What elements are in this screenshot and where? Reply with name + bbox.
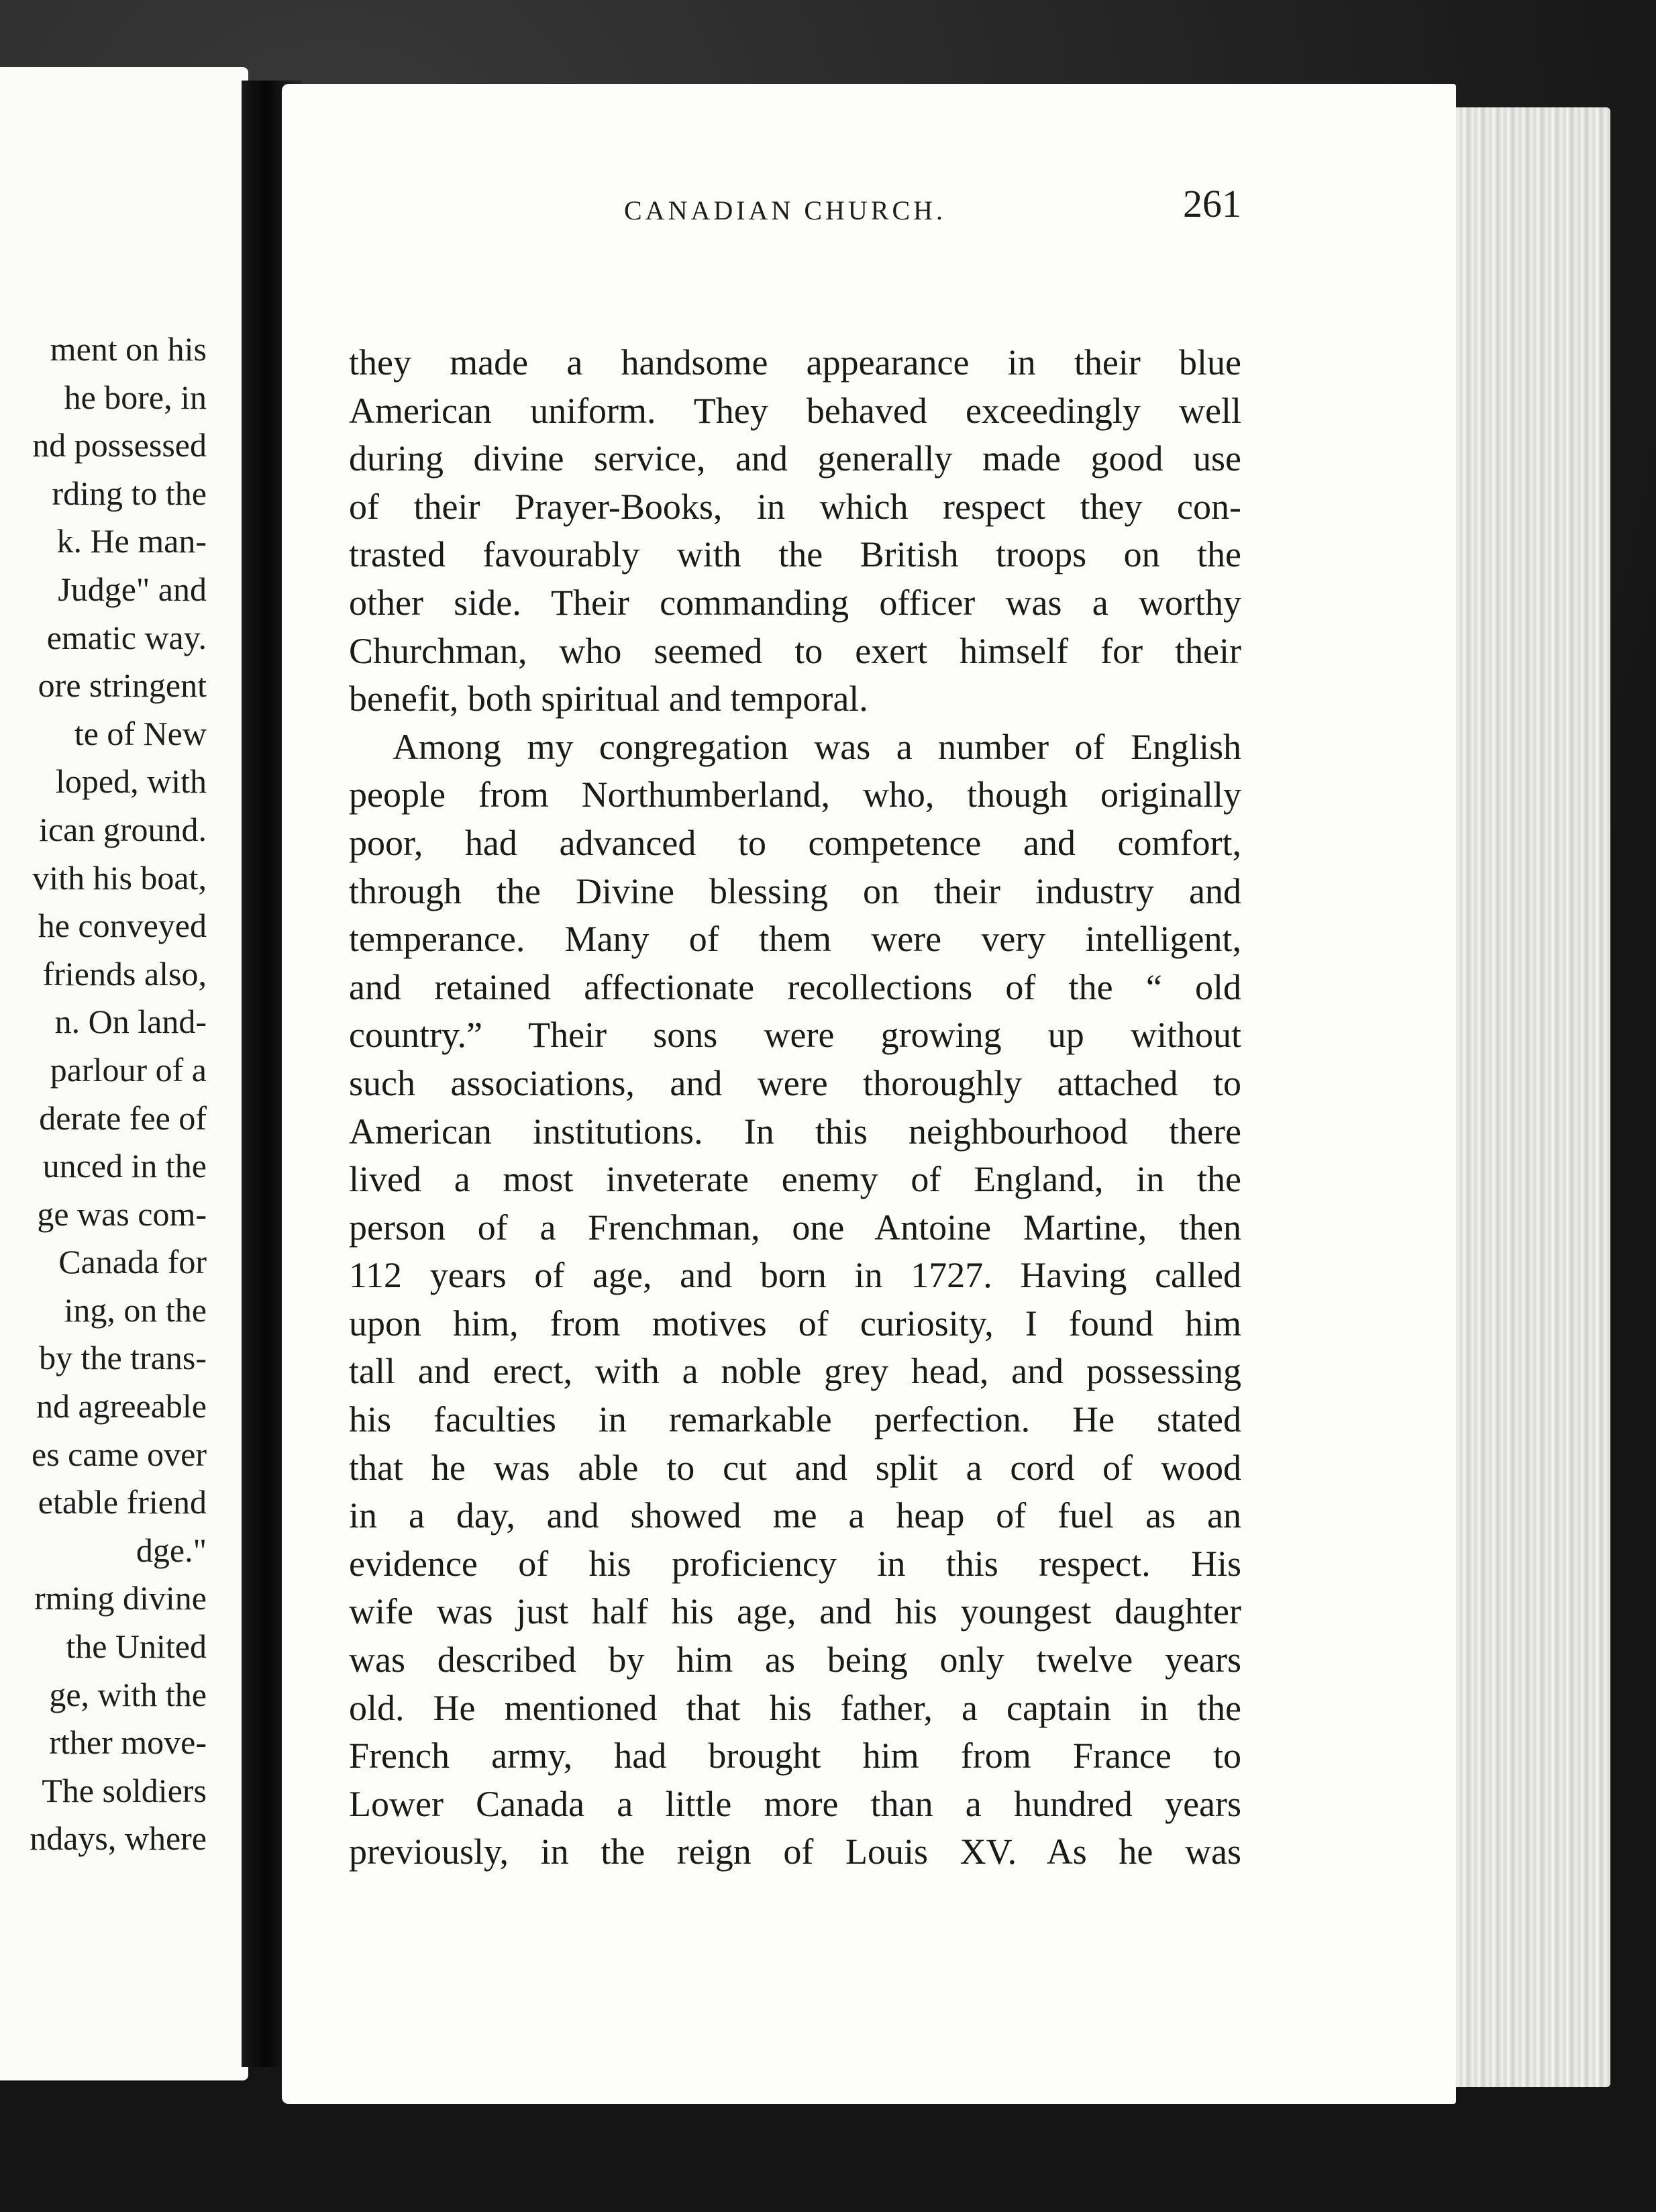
text-line: old. He mentioned that his father, a captain in the xyxy=(349,1687,1241,1728)
text-line: they made a handsome appearance in their blue xyxy=(349,342,1241,383)
left-line: Canada for xyxy=(58,1243,207,1281)
left-line: ge was com- xyxy=(37,1195,207,1233)
left-line: k. He man- xyxy=(56,522,207,560)
left-line: rding to the xyxy=(52,474,207,512)
left-line: derate fee of xyxy=(39,1099,207,1137)
text-line: of their Prayer-Books, in which respect they con- xyxy=(349,486,1241,527)
text-line: American institutions. In this neighbourhood there xyxy=(349,1111,1241,1152)
left-line: nd possessed xyxy=(32,426,207,464)
text-line: previously, in the reign of Louis XV. As he was xyxy=(349,1831,1241,1872)
left-line: te of New xyxy=(74,714,207,752)
left-line: ore stringent xyxy=(38,666,207,705)
left-page-text xyxy=(0,325,207,1863)
left-line: etable friend xyxy=(38,1483,207,1521)
text-line: Among my congregation was a number of English xyxy=(393,726,1241,767)
left-line: The soldiers xyxy=(42,1771,207,1809)
text-line: in a day, and showed me a heap of fuel as an xyxy=(349,1495,1241,1536)
text-line: and retained affectionate recollections of the “ old xyxy=(349,966,1241,1007)
body-text xyxy=(349,339,1241,1876)
left-line: ment on his xyxy=(50,330,207,368)
left-line: he bore, in xyxy=(64,378,207,416)
left-line: dge." xyxy=(136,1531,207,1569)
left-line: unced in the xyxy=(42,1147,207,1185)
text-line: benefit, both spiritual and temporal. xyxy=(349,678,868,719)
text-line: that he was able to cut and split a cord of wood xyxy=(349,1447,1241,1488)
left-page xyxy=(0,67,248,2080)
left-line: n. On land- xyxy=(54,1003,207,1041)
left-line: by the trans- xyxy=(39,1339,207,1377)
text-line: country.” Their sons were growing up without xyxy=(349,1015,1241,1056)
left-line: ge, with the xyxy=(49,1675,207,1713)
text-line: during divine service, and generally made good use xyxy=(349,438,1241,479)
text-line: his faculties in remarkable perfection. He stated xyxy=(349,1399,1241,1440)
left-line: ndays, where xyxy=(30,1819,207,1858)
text-line: such associations, and were thoroughly attached to xyxy=(349,1062,1241,1103)
left-line: ing, on the xyxy=(64,1291,207,1329)
left-line: rming divine xyxy=(34,1579,207,1617)
text-line: other side. Their commanding officer was a worthy xyxy=(349,582,1241,623)
text-line: trasted favourably with the British troops on the xyxy=(349,534,1241,575)
left-line: parlour of a xyxy=(50,1050,207,1089)
text-line: French army, had brought him from France to xyxy=(349,1736,1241,1776)
text-line: person of a Frenchman, one Antoine Martine, then xyxy=(349,1207,1241,1248)
text-line: upon him, from motives of curiosity, I found him xyxy=(349,1303,1241,1344)
left-line: he conveyed xyxy=(38,907,207,945)
left-line: Judge" and xyxy=(58,570,207,608)
left-line: rther move- xyxy=(49,1723,207,1762)
text-line: wife was just half his age, and his youngest daughter xyxy=(349,1591,1241,1632)
running-head xyxy=(342,181,1241,248)
left-line: nd agreeable xyxy=(36,1387,207,1425)
left-line: es came over xyxy=(32,1435,207,1473)
left-line: friends also, xyxy=(42,954,207,993)
left-line: ematic way. xyxy=(46,618,207,656)
text-line: tall and erect, with a noble grey head, and possessing xyxy=(349,1351,1241,1392)
left-line: the United xyxy=(66,1627,207,1666)
left-line: ican ground. xyxy=(39,810,207,848)
text-line: 112 years of age, and born in 1727. Having called xyxy=(349,1255,1241,1296)
text-line: temperance. Many of them were very intelligent, xyxy=(349,919,1241,960)
left-line: loped, with xyxy=(56,762,207,801)
text-line: people from Northumberland, who, though originally xyxy=(349,774,1241,815)
text-line: was described by him as being only twelve years xyxy=(349,1640,1241,1680)
text-line: lived a most inveterate enemy of England, in the xyxy=(349,1159,1241,1200)
left-line: vith his boat, xyxy=(32,858,207,897)
running-title: CANADIAN CHURCH. xyxy=(624,195,947,225)
text-line: poor, had advanced to competence and comfort, xyxy=(349,822,1241,863)
page-edges xyxy=(1443,107,1610,2087)
text-line: through the Divine blessing on their industry and xyxy=(349,870,1241,911)
text-line: Lower Canada a little more than a hundred years xyxy=(349,1783,1241,1824)
text-line: evidence of his proficiency in this respect. His xyxy=(349,1543,1241,1584)
page-number: 261 xyxy=(1183,182,1241,225)
text-line: American uniform. They behaved exceedingly well xyxy=(349,390,1241,431)
text-line: Churchman, who seemed to exert himself for their xyxy=(349,630,1241,671)
